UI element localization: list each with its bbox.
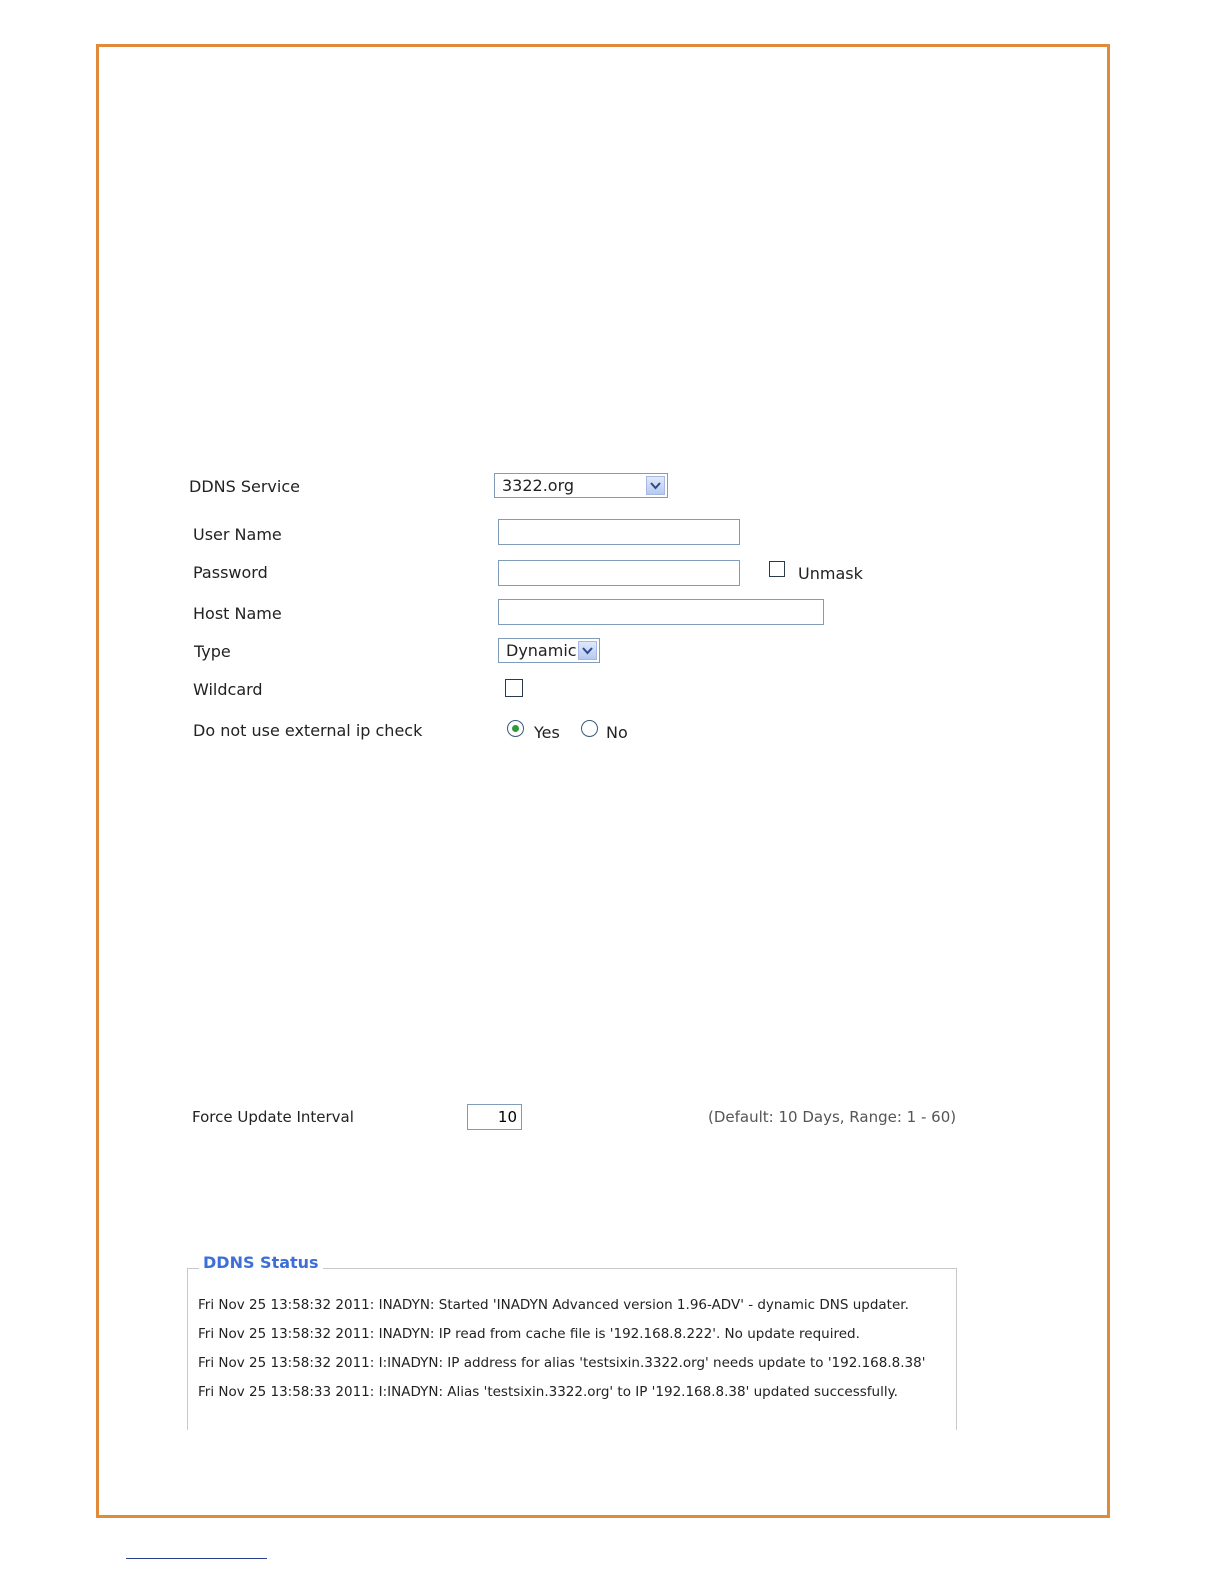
radio-selected-dot — [512, 725, 519, 732]
force-update-label: Force Update Interval — [192, 1108, 354, 1126]
user-name-label: User Name — [193, 525, 282, 544]
type-value: Dynamic — [506, 641, 577, 660]
wildcard-checkbox[interactable] — [505, 679, 523, 697]
ddns-service-select[interactable] — [494, 473, 668, 498]
host-name-input[interactable] — [498, 599, 824, 625]
unmask-checkbox[interactable] — [769, 561, 785, 577]
external-ip-check-yes-label: Yes — [534, 723, 560, 742]
type-select[interactable] — [498, 638, 600, 663]
status-log-line: Fri Nov 25 13:58:32 2011: INADYN: Started 'INADYN Advanced version 1.96-ADV' - dynamic DNS updater. — [198, 1297, 909, 1313]
unmask-label: Unmask — [798, 564, 863, 583]
external-ip-check-no-label: No — [606, 723, 628, 742]
ddns-service-label: DDNS Service — [189, 477, 300, 496]
user-name-input[interactable] — [498, 519, 740, 545]
force-update-input[interactable] — [467, 1104, 522, 1130]
status-log-line: Fri Nov 25 13:58:32 2011: INADYN: IP read from cache file is '192.168.8.222'. No update required. — [198, 1326, 860, 1342]
external-ip-check-label: Do not use external ip check — [193, 721, 423, 740]
external-ip-check-yes-radio[interactable] — [507, 720, 524, 737]
status-log-line: Fri Nov 25 13:58:32 2011: I:INADYN: IP address for alias 'testsixin.3322.org' needs update to '192.168.8.38' — [198, 1355, 926, 1371]
external-ip-check-no-radio[interactable] — [581, 720, 598, 737]
chevron-down-icon[interactable] — [578, 641, 597, 660]
footer-divider — [126, 1558, 267, 1559]
ddns-status-fieldset — [187, 1268, 957, 1430]
ddns-service-value: 3322.org — [502, 476, 575, 495]
force-update-hint: (Default: 10 Days, Range: 1 - 60) — [708, 1108, 957, 1126]
wildcard-label: Wildcard — [193, 680, 263, 699]
host-name-label: Host Name — [193, 604, 282, 623]
status-log-line: Fri Nov 25 13:58:33 2011: I:INADYN: Alias 'testsixin.3322.org' to IP '192.168.8.38' updated successfully. — [198, 1384, 898, 1400]
ddns-status-legend: DDNS Status — [199, 1253, 323, 1272]
chevron-down-icon[interactable] — [646, 476, 665, 495]
password-input[interactable] — [498, 560, 740, 586]
password-label: Password — [193, 563, 268, 582]
type-label: Type — [194, 642, 231, 661]
